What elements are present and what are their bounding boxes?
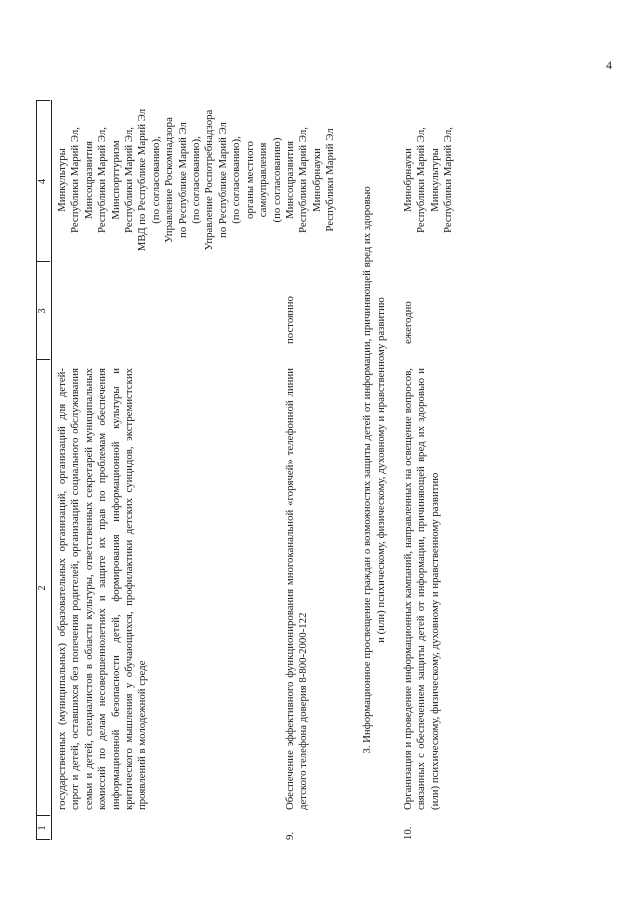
rotated-table-sheet xyxy=(36,100,596,840)
continuation-executor-line: по Республике Марий Эл xyxy=(176,122,189,238)
continuation-executor-line: самоуправления xyxy=(257,142,270,218)
continuation-executor-line: Управление Роспотребнадзора xyxy=(203,109,216,251)
row-9-term: постоянно xyxy=(284,296,296,344)
continuation-executor-line: Минкультуры xyxy=(56,148,68,212)
row-10-number: 10. xyxy=(402,826,414,840)
section-3-heading-line-2: и (или) психическому, физическому, духовному и нравственному развитию xyxy=(375,297,387,643)
row-10-executors xyxy=(402,102,456,258)
continuation-executor-line: Республики Марий Эл, xyxy=(123,127,136,233)
row-9-text: Обеспечение эффективного функционирования многоканальной «горячей» телефонной линии детского телефона доверия 8-800-2000-122 xyxy=(284,368,310,810)
column-number-3: 3 xyxy=(37,308,48,314)
column-number-2: 2 xyxy=(37,585,48,591)
row-9-executor-line: Минсоцразвития xyxy=(284,141,296,219)
row-10-term: ежегодно xyxy=(402,301,414,344)
row-9-executor-line: Республики Марий Эл xyxy=(324,128,337,232)
page-number: 4 xyxy=(606,58,612,72)
continuation-executor-line: Республики Марий Эл, xyxy=(96,127,109,233)
section-3-heading-line-1: 3. Информационное просвещение граждан о возможностях защиты детей от информации, причиняющей вред их здоровью xyxy=(361,186,373,754)
row-10-executor-line: Минкультуры xyxy=(428,148,441,212)
continuation-executor-line: Минсоцразвития xyxy=(82,141,95,219)
row-9-executor-line: Минобрнауки xyxy=(310,148,323,212)
row-9-number: 9. xyxy=(284,831,296,840)
column-number-4: 4 xyxy=(37,178,48,185)
row-9-executor-line: Республики Марий Эл, xyxy=(297,127,310,233)
column-number-1: 1 xyxy=(37,825,48,831)
continuation-executor-line: по Республике Марий Эл xyxy=(216,122,229,238)
continuation-executor-line: (по согласованию) xyxy=(270,137,283,223)
row-10-text: Организация и проведение информационных кампаний, направленных на освещение вопросов, связанных с обеспечением защиты детей от информации, причиняющей вред их здоровью и (или) психическому, физическому, духовному и нравственному развитию xyxy=(402,368,441,810)
continuation-executor-line: Республики Марий Эл, xyxy=(69,127,82,233)
continuation-executor-line: Управление Роскомнадзора xyxy=(163,117,176,243)
continuation-executor-line: (по согласованию), xyxy=(190,136,203,224)
continuation-executor-line: Минспорттуризм xyxy=(109,140,122,220)
continuation-executor-line: органы местного xyxy=(243,141,256,219)
continuation-executor-line: (по согласованию), xyxy=(149,136,162,224)
continuation-executor-line: (по согласованию), xyxy=(230,136,243,224)
row-10-executor-line: Республики Марий Эл, xyxy=(415,127,428,233)
continuation-executors xyxy=(56,102,284,258)
row-10-executor-line: Республики Марий Эл, xyxy=(442,127,455,233)
continuation-executor-line: МВД по Республике Марий Эл xyxy=(136,108,149,252)
row-10-executor-line: Минобрнауки xyxy=(402,148,414,212)
row-9-executors xyxy=(284,102,338,258)
continuation-text: государственных (муниципальных) образовательных организаций, организаций для детей-сирот и детей, оставшихся без попечения родителей, организаций социального обслуживания семьи и детей, специалистов в области культуры, ответственных секретарей муниципальных комиссий по делам несовершеннолетних и защите их прав по проблемам обеспечения информационной безопасности детей, формирования информационной культуры и критического мышления у обучающихся, профилактики детских суицидов, экстремистских проявлений в молодежной среде xyxy=(56,368,149,810)
